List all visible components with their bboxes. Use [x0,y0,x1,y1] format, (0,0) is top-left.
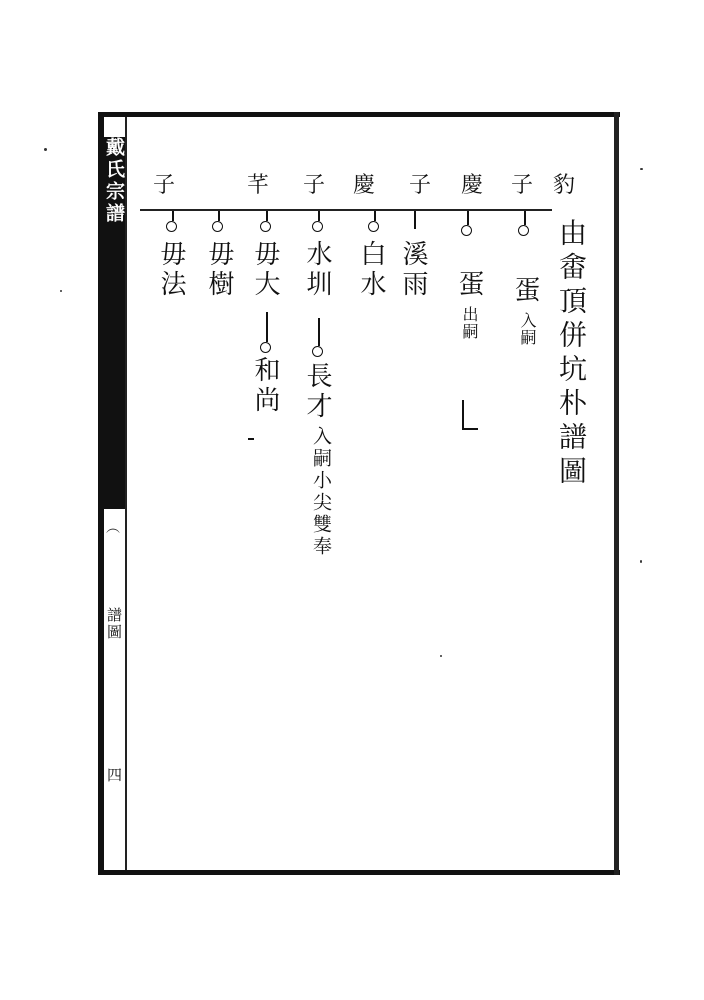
member-child-name: 長才 [302,362,332,422]
tick-mark [248,438,254,440]
member-child-name: 和尚 [250,356,280,416]
member-name: 蛋 [454,270,484,300]
lineage-node [260,342,271,353]
scan-speck [60,290,62,292]
member-name: 蛋 [510,276,540,306]
branch-stem [374,211,376,221]
lineage-node [461,225,472,236]
generation-label: 子 [152,173,175,198]
lineage-node [518,225,529,236]
lineage-node [368,221,379,232]
lineage-node [212,221,223,232]
generation-label: 慶 [352,173,375,198]
generation-label: 子 [302,173,325,198]
member-note: 入嗣 [518,312,537,346]
branch-stem [414,211,416,229]
frame-right-border [614,112,619,875]
scan-speck [44,148,47,151]
lineage-node [312,346,323,357]
chart-title: 由畬頂併坑朴譜圖 [555,218,588,490]
page-number: 四 [105,767,123,782]
section-label: 譜圖 [105,607,123,641]
spine-divider [125,117,127,870]
branch-stem [318,211,320,221]
lineage-node [166,221,177,232]
descent-line [318,318,320,346]
generation-label: 慶 [460,173,483,198]
frame-bottom-border [100,870,620,875]
branch-stem [218,211,220,221]
member-name: 毋法 [156,240,186,300]
member-note: 出嗣 [460,306,479,340]
member-name: 水圳 [302,240,332,300]
member-name: 溪雨 [398,240,428,300]
descent-line [266,312,268,342]
lineage-node [260,221,271,232]
scan-speck [440,655,442,657]
branch-stem [467,211,469,225]
member-name: 毋樹 [204,240,234,300]
bracket-mark [462,428,478,430]
branch-stem [172,211,174,221]
member-child-note: 入嗣小尖雙奉 [310,426,332,558]
scan-speck [640,168,643,170]
member-name: 毋大 [250,240,280,300]
lineage-node [312,221,323,232]
branch-stem [524,211,526,225]
branch-stem [266,211,268,221]
generation-divider-line [140,209,552,211]
generation-label: 芊 [246,173,269,198]
frame-top-border [100,112,620,117]
book-title: 戴氏宗譜 [103,137,125,225]
book-spine [104,117,125,870]
fish-tail-mark-icon: ︵ [106,520,120,536]
generation-label: 子 [510,173,533,198]
generation-label: 子 [408,173,431,198]
scan-speck [640,560,642,563]
member-name: 白水 [356,240,386,300]
generation-label: 豹 [552,173,575,198]
bracket-mark [462,400,464,428]
